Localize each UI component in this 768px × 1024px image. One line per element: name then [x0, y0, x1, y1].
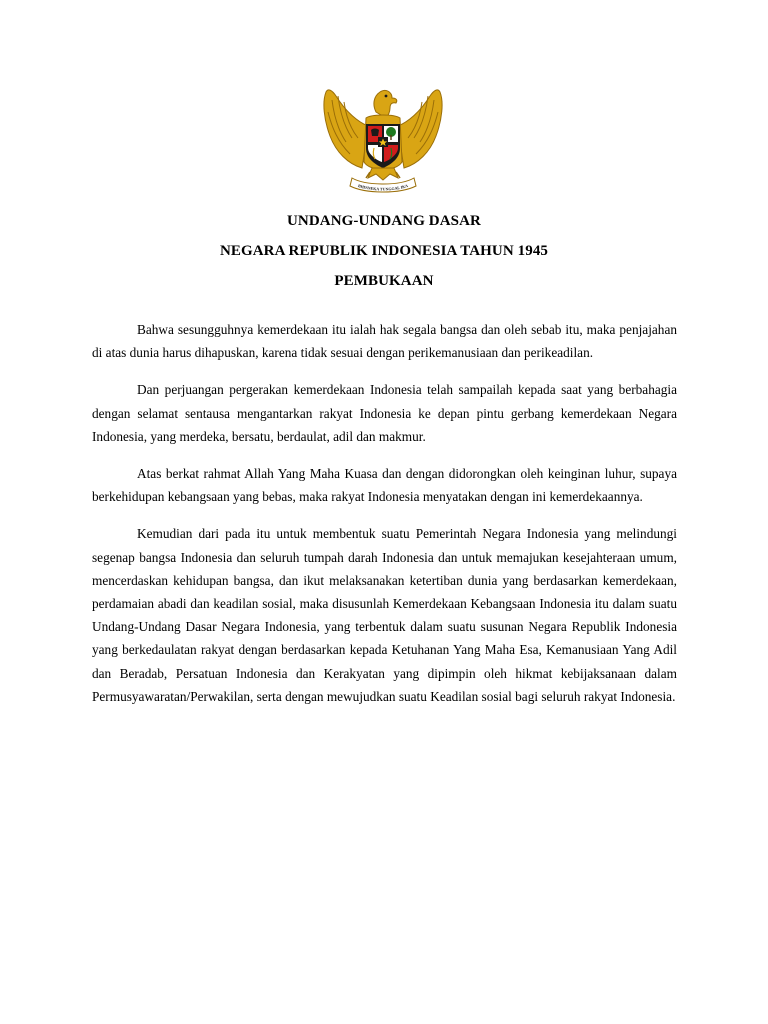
garuda-tail	[368, 168, 398, 180]
paragraph-1: Bahwa sesungguhnya kemerdekaan itu ialah hak segala bangsa dan oleh sebab itu, maka penjajahan di atas dunia harus dihapuskan, karena tidak sesuai dengan perikemanusiaan dan perikeadilan.	[92, 322, 677, 361]
garuda-emblem-icon	[318, 82, 448, 194]
right-wing	[398, 90, 442, 168]
paragraph-4: Kemudian dari pada itu untuk membentuk suatu Pemerintah Negara Indonesia yang melindungi segenap bangsa Indonesia dan seluruh tumpah darah Indonesia dan untuk memajukan kesejahteraan umum, mencerdaskan kehidupan bangsa, dan ikut melaksanakan ketertiban dunia yang berdasarkan kemerdekaan, perdamaian abadi dan keadilan sosial, maka disusunlah Kemerdekaan Kebangsaan Indonesia itu dalam suatu Undang-Undang Dasar Negara Indonesia, yang terbentuk dalam suatu susunan Negara Republik Indonesia yang berkedaulatan rakyat dengan berdasarkan kepada Ketuhanan Yang Maha Esa, Kemanusiaan Yang Adil dan Beradab, Persatuan Indonesia dan Kerakyatan yang dipimpin oleh hikmat kebijaksanaan dalam Permusyawaratan/Perwakilan, serta dengan mewujudkan suatu Keadilan sosial bagi seluruh rakyat Indonesia.	[92, 526, 677, 704]
left-wing	[324, 90, 368, 168]
paragraph-3: Atas berkat rahmat Allah Yang Maha Kuasa dan dengan didorongkan oleh keinginan luhur, supaya berkehidupan kebangsaan yang bebas, maka rakyat Indonesia menyatakan dengan ini kemerdekaannya.	[92, 466, 677, 505]
garuda-emblem	[318, 82, 448, 194]
motto-text: BHINNEKA TUNGGAL IKA	[357, 182, 409, 192]
heading-line-2: NEGARA REPUBLIK INDONESIA TAHUN 1945	[219, 243, 549, 259]
paragraph-2: Dan perjuangan pergerakan kemerdekaan Indonesia telah sampailah kepada saat yang berbahagia dengan selamat sentausa mengantarkan rakyat Indonesia ke depan pintu gerbang kemerdekaan Negara Indonesia, yang merdeka, bersatu, berdaulat, adil dan makmur.	[92, 382, 677, 444]
document-body	[92, 318, 677, 722]
document-headings	[0, 206, 768, 296]
heading-line-1: UNDANG-UNDANG DASAR	[287, 213, 481, 229]
heading-line-3: PEMBUKAAN	[334, 273, 434, 289]
garuda-head	[374, 90, 397, 118]
